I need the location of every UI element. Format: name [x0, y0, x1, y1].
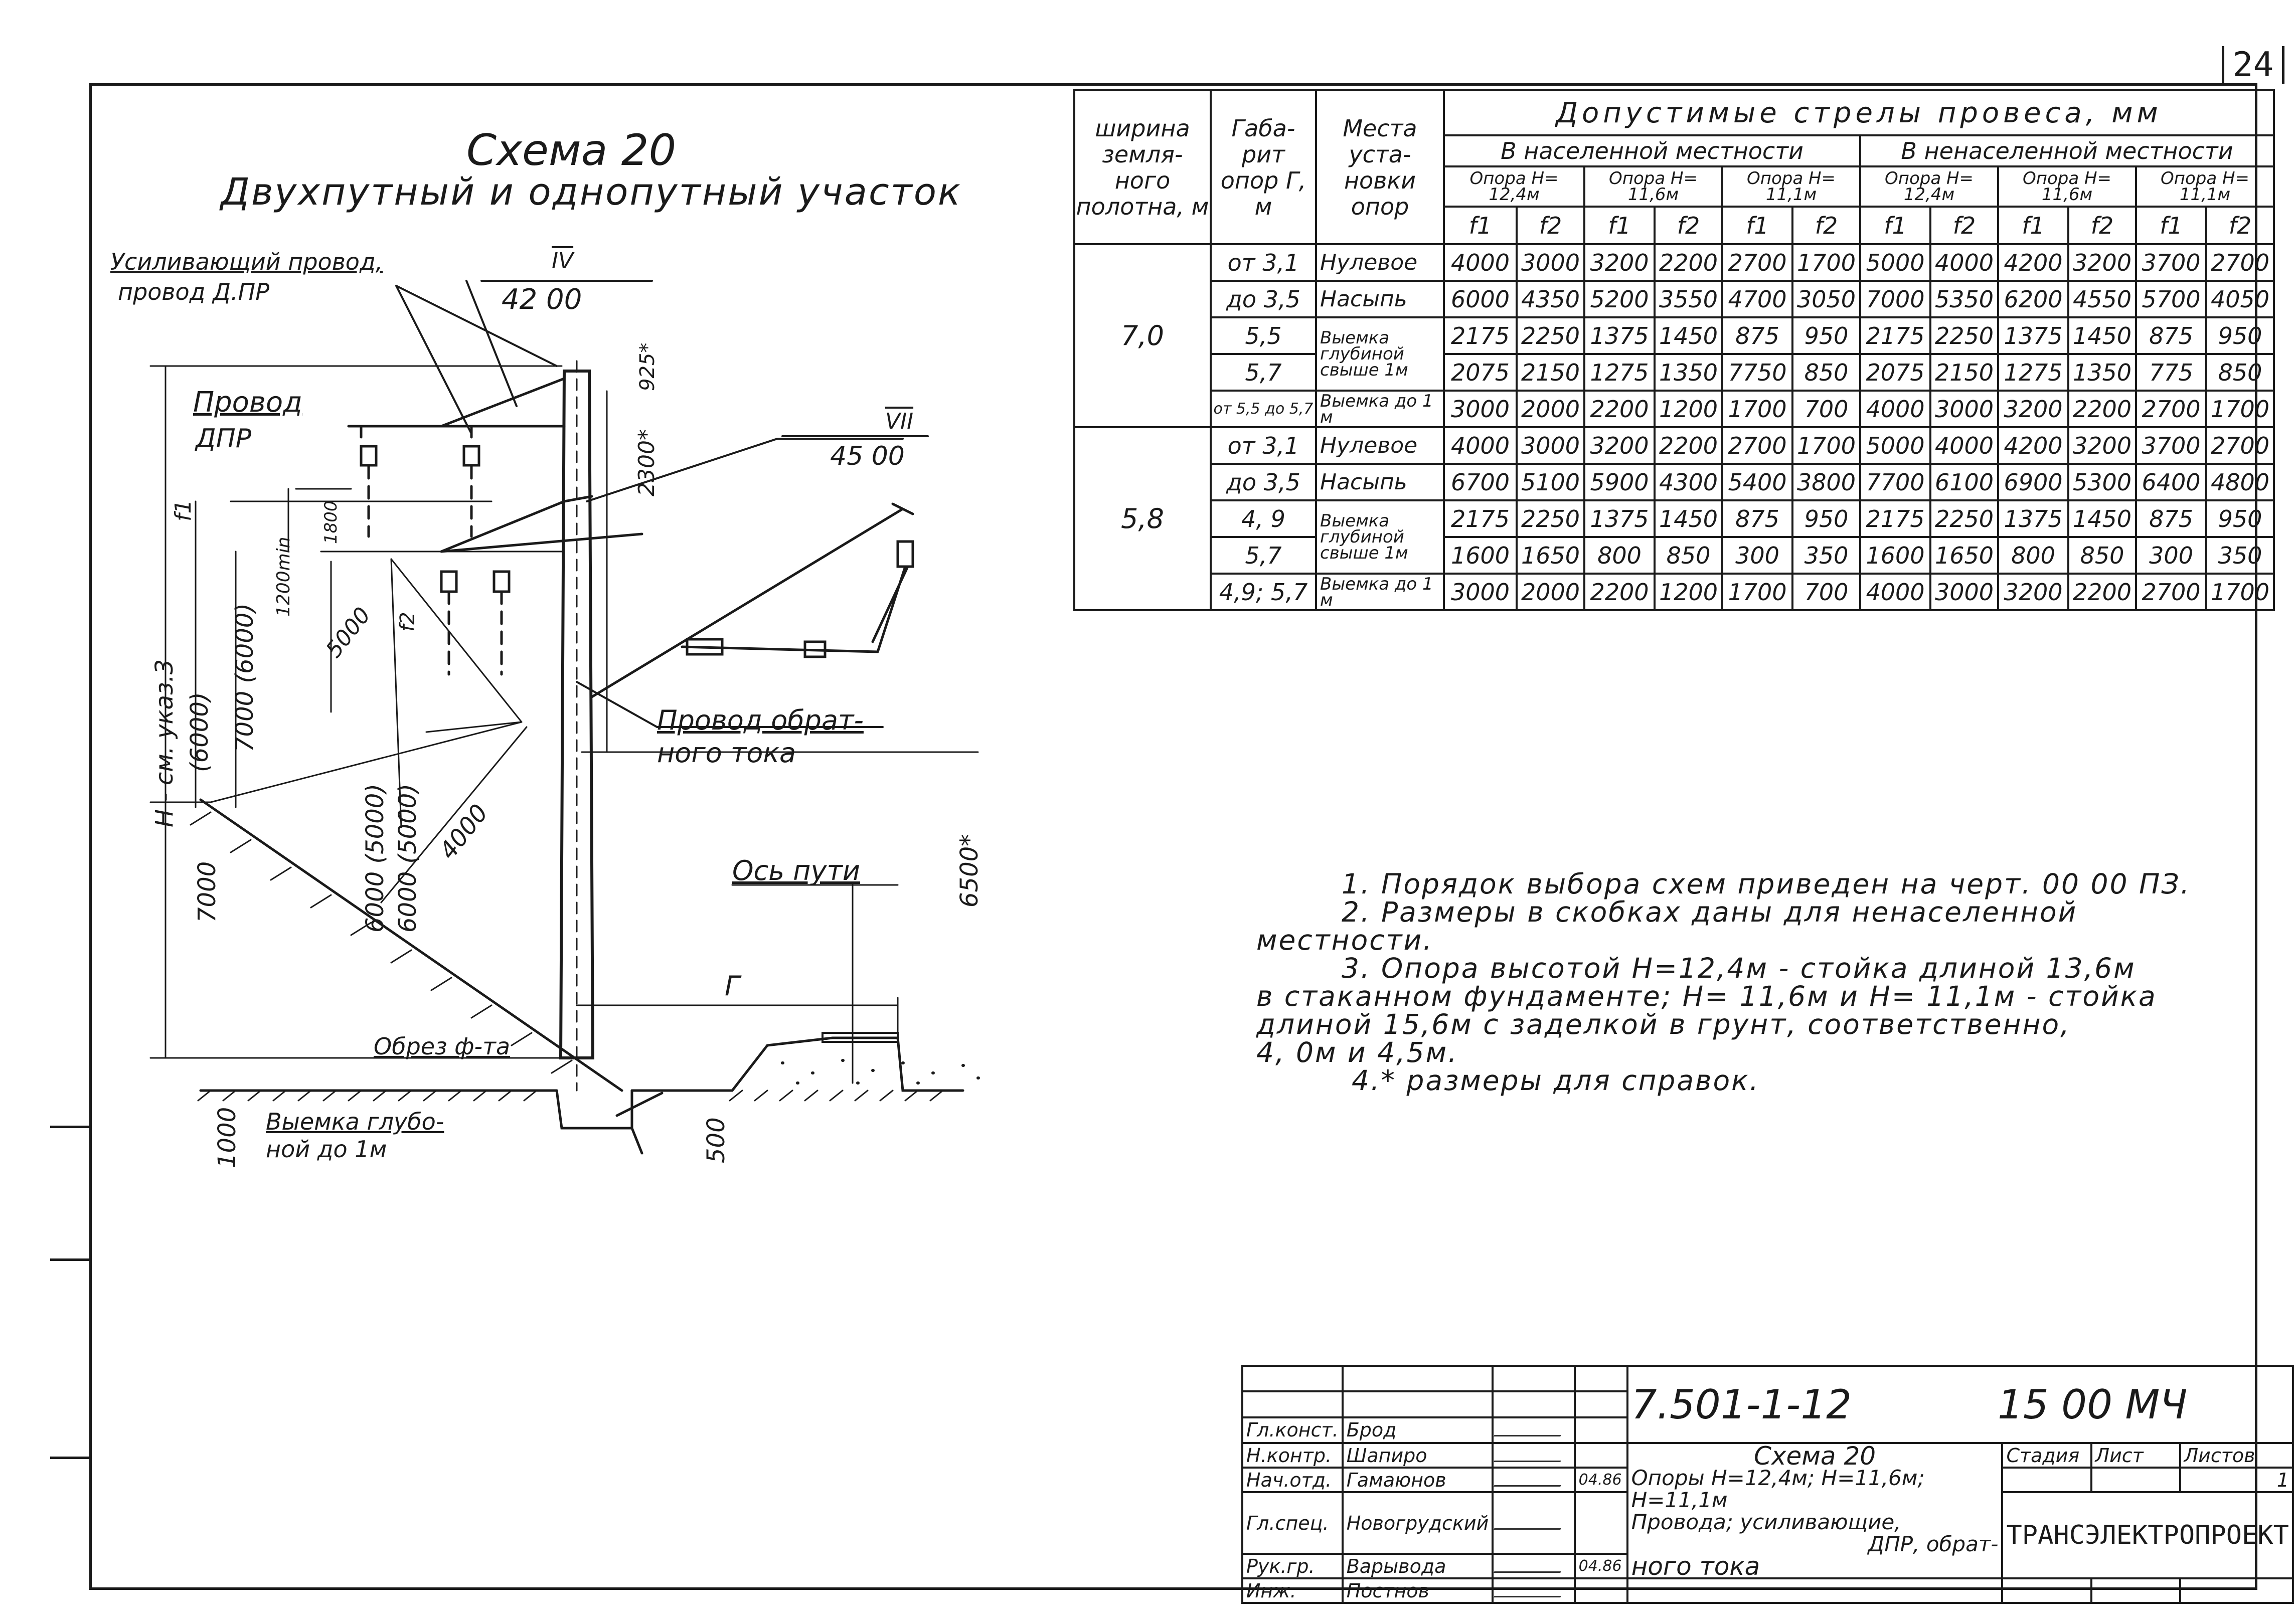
cell-value: 2075: [1444, 354, 1517, 391]
cell-value: 1375: [1584, 500, 1655, 537]
cell-value: 3200: [1584, 427, 1655, 464]
header-f: f1: [2136, 207, 2206, 244]
cell-value: 1450: [1655, 500, 1722, 537]
cell-value: 5000: [1860, 244, 1930, 281]
cell-value: 800: [1998, 537, 2068, 574]
cell-place: Выемка глубиной свыше 1м: [1316, 500, 1444, 574]
cell-value: 2200: [1584, 574, 1655, 610]
doc-code: 7.501-1-12: [1631, 1381, 1852, 1428]
cell-value: 2175: [1444, 317, 1517, 354]
name: Новогрудский: [1343, 1492, 1493, 1554]
dim-6000-5000-a: 6000 (5000): [361, 783, 389, 933]
sheets-label: Листов: [2180, 1443, 2293, 1468]
cell-value: 5350: [1930, 281, 1998, 317]
table-row: [1074, 500, 2274, 537]
cell-value: 1350: [2068, 354, 2136, 391]
date: 04.86: [1575, 1468, 1627, 1492]
dim-6500: 6500*: [955, 834, 984, 908]
cell-value: 2250: [1517, 500, 1584, 537]
cell-value: 1700: [1792, 244, 1860, 281]
cell-value: 3000: [1930, 391, 1998, 427]
header-support: Опора H= 11,1м: [2136, 166, 2274, 207]
cell-value: 1600: [1444, 537, 1517, 574]
cell-value: 4550: [2068, 281, 2136, 317]
cell-place: Нулевое: [1316, 244, 1444, 281]
excavation-pit: [557, 1091, 662, 1153]
note-2-cont: местности.: [1256, 924, 1433, 956]
track-axis-line: [732, 882, 898, 1083]
cell-value: 1200: [1655, 391, 1722, 427]
cell-value: 950: [1792, 317, 1860, 354]
cell-value: 4200: [1998, 244, 2068, 281]
cell-place: Нулевое: [1316, 427, 1444, 464]
organization: ТРАНСЭЛЕКТРОПРОЕКТ: [2002, 1492, 2293, 1578]
role: Гл.конст.: [1242, 1417, 1343, 1443]
sheet-label: Лист: [2091, 1443, 2180, 1468]
cell-value: 1275: [1998, 354, 2068, 391]
cell-gabarit: до 3,5: [1211, 464, 1316, 500]
cell-gabarit: 4, 9: [1211, 500, 1316, 537]
cell-value: 1275: [1584, 354, 1655, 391]
cell-value: 700: [1792, 391, 1860, 427]
scheme-subtitle: Двухпутный и однопутный участок: [221, 170, 962, 214]
table-body: [1074, 244, 2274, 610]
role: Н.контр.: [1242, 1443, 1343, 1468]
cell-value: 700: [1792, 574, 1860, 610]
cell-value: 2250: [1517, 317, 1584, 354]
reinforcing-wire-label: Усиливающий провод,: [110, 248, 383, 275]
dim-1000: 1000: [213, 1107, 241, 1168]
signature: [1494, 1560, 1566, 1573]
dpr-insulator-right: [464, 446, 479, 465]
cell-place: Насыпь: [1316, 281, 1444, 317]
cell-value: 875: [1722, 317, 1792, 354]
signature: [1494, 1450, 1566, 1462]
cell-value: 300: [1722, 537, 1792, 574]
cell-value: 3000: [1930, 574, 1998, 610]
cell-value: 2700: [2206, 427, 2274, 464]
cell-value: 1700: [2206, 574, 2274, 610]
sheets-value: 1: [2180, 1468, 2293, 1492]
name: Брод: [1343, 1417, 1493, 1443]
cell-value: 850: [1792, 354, 1860, 391]
dpr-insulator-left: [361, 446, 376, 465]
dim-H: H - см. указ.3: [150, 659, 179, 827]
header-f: f2: [1517, 207, 1584, 244]
cell-value: 3200: [2068, 427, 2136, 464]
header-support: Опора H= 11,6м: [1998, 166, 2136, 207]
cell-value: 4700: [1722, 281, 1792, 317]
name: Постнов: [1343, 1578, 1493, 1603]
title-block: [1241, 1365, 2294, 1604]
dim-925: 925*: [636, 342, 659, 391]
note-3-cont: 4, 0м и 4,5м.: [1256, 1036, 1458, 1068]
role: Гл.спец.: [1242, 1492, 1343, 1554]
cell-value: 1450: [2068, 317, 2136, 354]
cell-value: 2200: [1655, 244, 1722, 281]
cell-place: Выемка до 1 м: [1316, 391, 1444, 427]
note-4: 4.* размеры для справок.: [1352, 1064, 1760, 1097]
wire-dpr-label: Провод: [193, 386, 302, 419]
role: Нач.отд.: [1242, 1468, 1343, 1492]
table-row: [1074, 244, 2274, 281]
dim-7000-6000: 7000 (6000): [231, 603, 259, 752]
note-3-cont: в стаканном фундаменте; H= 11,6м и H= 11,1м - стойка: [1256, 980, 2157, 1012]
cell-value: 5200: [1584, 281, 1655, 317]
header-populated: В населенной местности: [1444, 135, 1860, 166]
cell-value: 950: [2206, 500, 2274, 537]
ballast-dots: [782, 1060, 978, 1083]
cell-value: 1700: [1792, 427, 1860, 464]
cell-value: 4350: [1517, 281, 1584, 317]
cell-value: 3000: [1517, 427, 1584, 464]
cell-value: 2700: [2206, 244, 2274, 281]
stamp-title-2: Опоры H=12,4м; H=11,6м; H=11,1м: [1631, 1466, 1925, 1512]
header-width: ширина земля-ного полотна, м: [1074, 90, 1211, 244]
ground-hatch: [198, 1091, 943, 1101]
cell-width: 7,0: [1074, 244, 1211, 427]
cell-value: 3000: [1444, 391, 1517, 427]
cell-value: 2175: [1860, 500, 1930, 537]
cell-gabarit: от 3,1: [1211, 427, 1316, 464]
cell-value: 950: [1792, 500, 1860, 537]
dim-f2: f2: [396, 612, 419, 632]
cell-value: 1700: [2206, 391, 2274, 427]
cell-value: 1700: [1722, 391, 1792, 427]
cell-value: 1700: [1722, 574, 1792, 610]
dim-4000: 4000: [434, 799, 494, 865]
cell-value: 3200: [1998, 391, 2068, 427]
cell-value: 1375: [1584, 317, 1655, 354]
header-sag: Допустимые стрелы провеса, мм: [1444, 90, 2274, 135]
cell-value: 6400: [2136, 464, 2206, 500]
cell-value: 1350: [1655, 354, 1722, 391]
note-2: 2. Размеры в скобках даны для ненаселенной: [1342, 896, 2078, 928]
cantilever: [441, 496, 913, 697]
date: 04.86: [1575, 1554, 1627, 1578]
header-support: Опора H= 11,6м: [1584, 166, 1722, 207]
page-number: 24: [2232, 45, 2274, 85]
dim-6000p: (6000): [186, 692, 214, 772]
cell-value: 2200: [2068, 391, 2136, 427]
cell-value: 1375: [1998, 317, 2068, 354]
cell-value: 800: [1584, 537, 1655, 574]
dim-f1: f1: [171, 499, 196, 521]
cell-value: 5100: [1517, 464, 1584, 500]
top-bracket: [349, 379, 564, 437]
cell-value: 3000: [1517, 244, 1584, 281]
cell-value: 6900: [1998, 464, 2068, 500]
cell-value: 3700: [2136, 427, 2206, 464]
cell-value: 2250: [1930, 500, 1998, 537]
cell-value: 2150: [1517, 354, 1584, 391]
cell-value: 4200: [1998, 427, 2068, 464]
dim-6000-5000-b: 6000 (5000): [394, 783, 422, 933]
cell-value: 3200: [1998, 574, 2068, 610]
header-gabarit: Габа-рит опор Г, м: [1211, 90, 1316, 244]
cell-value: 1650: [1930, 537, 1998, 574]
cell-value: 4050: [2206, 281, 2274, 317]
header-place: Места уста-новки опор: [1316, 90, 1444, 244]
header-f: f2: [2068, 207, 2136, 244]
cell-value: 1450: [1655, 317, 1722, 354]
cell-place: Насыпь: [1316, 464, 1444, 500]
cell-value: 775: [2136, 354, 2206, 391]
cell-value: 1450: [2068, 500, 2136, 537]
cell-gabarit: до 3,5: [1211, 281, 1316, 317]
callout-vii-value: 45 00: [830, 441, 905, 471]
cell-value: 2075: [1860, 354, 1930, 391]
cell-value: 3200: [2068, 244, 2136, 281]
signature: [1494, 1585, 1566, 1597]
cell-value: 2000: [1517, 574, 1584, 610]
table-row: [1074, 354, 2274, 391]
sag-table: [1073, 89, 2275, 611]
dim-1800: 1800: [321, 500, 341, 544]
cell-gabarit: 5,7: [1211, 354, 1316, 391]
cell-value: 6200: [1998, 281, 2068, 317]
cell-value: 2175: [1444, 500, 1517, 537]
header-f: f2: [1655, 207, 1722, 244]
header-f: f1: [1860, 207, 1930, 244]
cell-value: 875: [1722, 500, 1792, 537]
header-f: f1: [1998, 207, 2068, 244]
cell-value: 2700: [1722, 427, 1792, 464]
cell-value: 4000: [1444, 244, 1517, 281]
note-3: 3. Опора высотой H=12,4м - стойка длиной 13,6м: [1342, 952, 2136, 984]
dim-2300: 2300*: [634, 429, 660, 496]
excavation-label-2: ной до 1м: [266, 1136, 387, 1163]
cell-value: 6000: [1444, 281, 1517, 317]
foundation-cut-label: Обрез ф-та: [374, 1033, 511, 1060]
cell-value: 3800: [1792, 464, 1860, 500]
cell-value: 3700: [2136, 244, 2206, 281]
name: Гамаюнов: [1343, 1468, 1493, 1492]
cell-value: 300: [2136, 537, 2206, 574]
cell-value: 350: [1792, 537, 1860, 574]
callout-iv-value: 42 00: [502, 283, 582, 316]
excavation-label: Выемка глубо-: [266, 1108, 444, 1135]
cell-value: 4000: [1444, 427, 1517, 464]
stage-label: Стадия: [2002, 1443, 2091, 1468]
cell-value: 6100: [1930, 464, 1998, 500]
cell-gabarit: от 5,5 до 5,7: [1211, 391, 1316, 427]
header-support: Опора H= 12,4м: [1860, 166, 1998, 207]
header-support: Опора H= 12,4м: [1444, 166, 1584, 207]
cell-value: 2200: [1584, 391, 1655, 427]
cell-value: 875: [2136, 317, 2206, 354]
cell-value: 875: [2136, 500, 2206, 537]
cell-value: 4000: [1930, 244, 1998, 281]
stamp-title-3: Провода; усиливающие,: [1631, 1510, 1901, 1534]
signature: [1494, 1517, 1566, 1530]
role: Рук.гр.: [1242, 1554, 1343, 1578]
cell-value: 5700: [2136, 281, 2206, 317]
header-f: f1: [1584, 207, 1655, 244]
header-f: f1: [1722, 207, 1792, 244]
table-row: [1074, 427, 2274, 464]
header-f: f2: [1930, 207, 1998, 244]
cell-value: 2150: [1930, 354, 1998, 391]
name: Шапиро: [1343, 1443, 1493, 1468]
cell-place: Выемка глубиной свыше 1м: [1316, 317, 1444, 391]
callout-iv-roman: $\overline{IV}$: [552, 248, 574, 274]
callout-vii-roman: $\overline{VII}$: [885, 409, 914, 434]
cell-value: 5900: [1584, 464, 1655, 500]
name: Варывода: [1343, 1554, 1493, 1578]
cell-value: 2175: [1860, 317, 1930, 354]
cell-place: Выемка до 1 м: [1316, 574, 1444, 610]
note-1: 1. Порядок выбора схем приведен на черт. 00 00 ПЗ.: [1342, 868, 2191, 900]
cell-value: 1375: [1998, 500, 2068, 537]
table-row: [1074, 317, 2274, 354]
cell-value: 850: [1655, 537, 1722, 574]
cell-value: 7700: [1860, 464, 1930, 500]
stamp-title-5: ного тока: [1631, 1552, 1760, 1578]
cell-value: 4000: [1860, 574, 1930, 610]
cell-value: 4800: [2206, 464, 2274, 500]
cell-gabarit: 5,5: [1211, 317, 1316, 354]
dim-5000: 5000: [321, 602, 376, 663]
return-wire-label-2: ного тока: [657, 737, 796, 769]
cell-gabarit: 5,7: [1211, 537, 1316, 574]
cell-value: 950: [2206, 317, 2274, 354]
cell-value: 2250: [1930, 317, 1998, 354]
signature: [1494, 1474, 1566, 1487]
cell-value: 7000: [1860, 281, 1930, 317]
cell-value: 4000: [1860, 391, 1930, 427]
cell-value: 5300: [2068, 464, 2136, 500]
dim-1200min: 1200min: [273, 536, 294, 617]
stamp-title-4: ДПР, обрат-: [1868, 1532, 1999, 1556]
wire-dpr-label-2: ДПР: [196, 424, 252, 454]
header-f: f2: [2206, 207, 2274, 244]
note-3-cont: длиной 15,6м с заделкой в грунт, соответственно,: [1256, 1008, 2071, 1040]
cell-value: 6700: [1444, 464, 1517, 500]
signature: [1494, 1424, 1566, 1436]
page-number-box: [2222, 46, 2284, 84]
return-wire-label: Провод обрат-: [657, 704, 864, 736]
table-row: [1074, 537, 2274, 574]
cell-value: 3000: [1444, 574, 1517, 610]
table-row: [1074, 391, 2274, 427]
cell-value: 350: [2206, 537, 2274, 574]
dim-7000: 7000: [193, 861, 221, 923]
header-support: Опора H= 11,1м: [1722, 166, 1860, 207]
cell-value: 850: [2068, 537, 2136, 574]
cell-value: 2700: [1722, 244, 1792, 281]
cell-gabarit: 4,9; 5,7: [1211, 574, 1316, 610]
stamp-title-1: Схема 20: [1753, 1443, 1876, 1471]
cell-value: 4300: [1655, 464, 1722, 500]
header-f: f2: [1792, 207, 1860, 244]
cell-value: 850: [2206, 354, 2274, 391]
cell-width: 5,8: [1074, 427, 1211, 610]
track-axis-label: Ось пути: [732, 855, 860, 886]
cell-value: 1200: [1655, 574, 1722, 610]
cell-value: 2700: [2136, 391, 2206, 427]
header-f: f1: [1444, 207, 1517, 244]
cell-value: 2200: [2068, 574, 2136, 610]
cell-value: 1600: [1860, 537, 1930, 574]
cell-value: 2700: [2136, 574, 2206, 610]
table-row: [1074, 574, 2274, 610]
cell-gabarit: от 3,1: [1211, 244, 1316, 281]
cell-value: 4000: [1930, 427, 1998, 464]
role: Инж.: [1242, 1578, 1343, 1603]
scheme-title: Схема 20: [466, 125, 677, 175]
cell-value: 3200: [1584, 244, 1655, 281]
reinforcing-wire-label-2: провод Д.ПР: [118, 278, 269, 305]
cell-value: 5000: [1860, 427, 1930, 464]
cell-value: 7750: [1722, 354, 1792, 391]
notes: [1256, 870, 2229, 1095]
sheet-code: 15 00 МЧ: [1997, 1381, 2188, 1428]
cell-value: 2200: [1655, 427, 1722, 464]
cell-value: 1650: [1517, 537, 1584, 574]
dim-500: 500: [702, 1117, 730, 1163]
cell-value: 5400: [1722, 464, 1792, 500]
table-row: [1074, 464, 2274, 500]
header-unpopulated: В ненаселенной местности: [1860, 135, 2274, 166]
cell-value: 3550: [1655, 281, 1722, 317]
cell-value: 2000: [1517, 391, 1584, 427]
table-row: [1074, 281, 2274, 317]
gabarit-label: Г: [725, 970, 740, 1002]
cell-value: 3050: [1792, 281, 1860, 317]
